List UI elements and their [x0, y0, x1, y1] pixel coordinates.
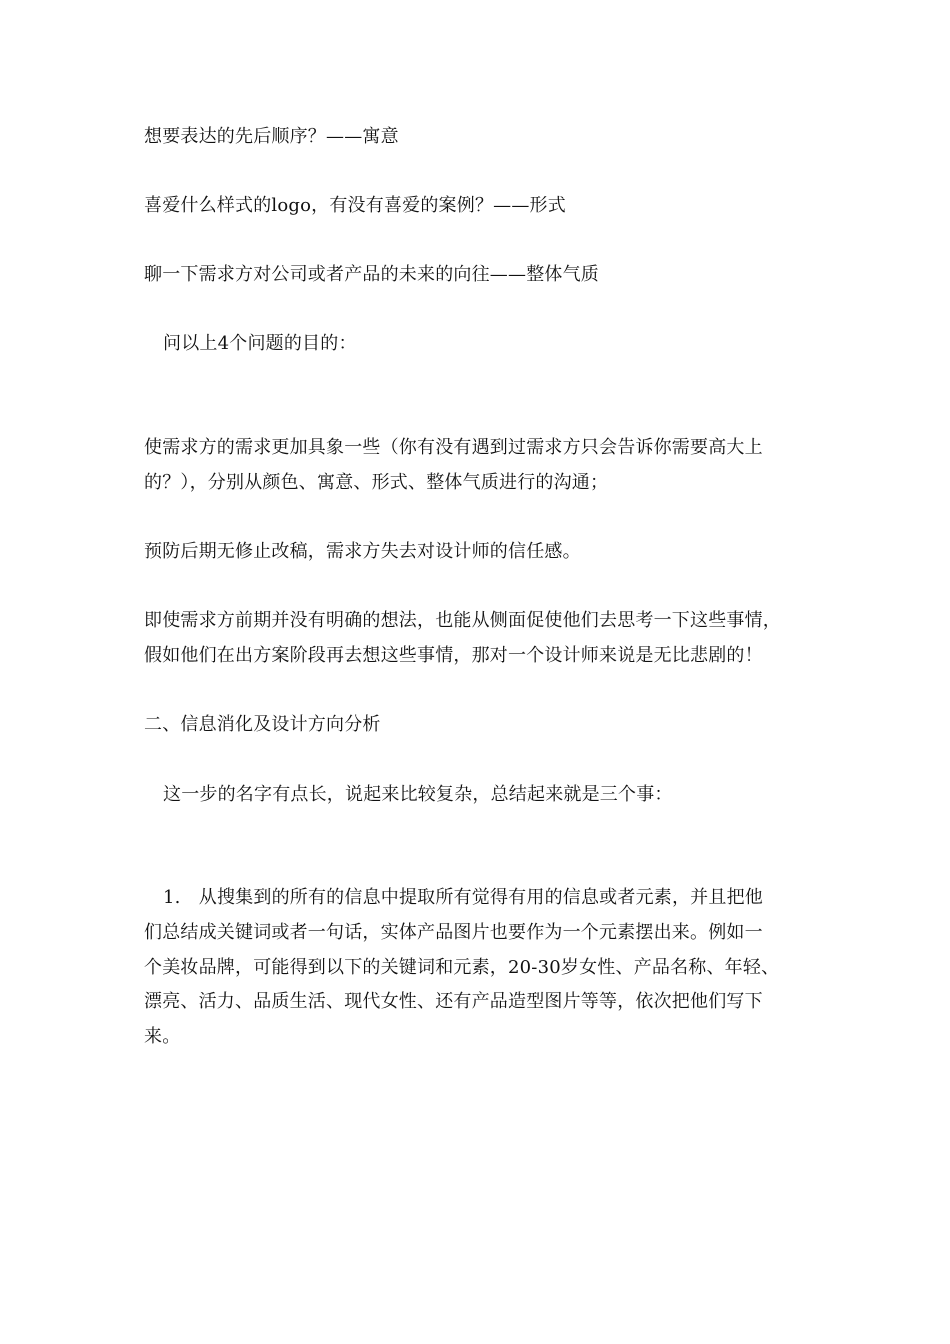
section-heading: 二、信息消化及设计方向分析: [144, 714, 381, 735]
list-item-1-line-5: 来。: [144, 1026, 181, 1047]
text-line-section-intro: 这一步的名字有点长，说起来比较复杂，总结起来就是三个事：: [163, 784, 673, 805]
text-line-temperament: 聊一下需求方对公司或者产品的未来的向往——整体气质: [144, 264, 599, 285]
list-item-1-line-2: 们总结成关键词或者一句话，实体产品图片也要作为一个元素摆出来。例如一: [144, 922, 763, 943]
text-line-purpose-1a: 使需求方的需求更加具象一些（你有没有遇到过需求方只会告诉你需要高大上: [144, 437, 763, 458]
text-line-purpose-1b: 的？），分别从颜色、寓意、形式、整体气质进行的沟通；: [144, 472, 609, 493]
list-item-1-line-1: 1. 从搜集到的所有的信息中提取所有觉得有用的信息或者元素，并且把他: [163, 887, 763, 908]
text-line-purpose-3b: 假如他们在出方案阶段再去想这些事情，那对一个设计师来说是无比悲剧的！: [144, 645, 763, 666]
list-item-1-line-4: 漂亮、活力、品质生活、现代女性、还有产品造型图片等等，依次把他们写下: [144, 991, 763, 1012]
text-line-form: 喜爱什么样式的logo，有没有喜爱的案例？——形式: [144, 195, 566, 216]
text-line-purpose-2: 预防后期无修止改稿，需求方失去对设计师的信任感。: [144, 541, 581, 562]
text-line-meaning: 想要表达的先后顺序？——寓意: [144, 126, 399, 147]
text-line-purpose-3a: 即使需求方前期并没有明确的想法，也能从侧面促使他们去思考一下这些事情，: [144, 610, 781, 631]
list-item-1-line-3: 个美妆品牌，可能得到以下的关键词和元素，20-30岁女性、产品名称、年轻、: [144, 957, 780, 978]
text-line-purpose-heading: 问以上4个问题的目的：: [163, 333, 357, 354]
